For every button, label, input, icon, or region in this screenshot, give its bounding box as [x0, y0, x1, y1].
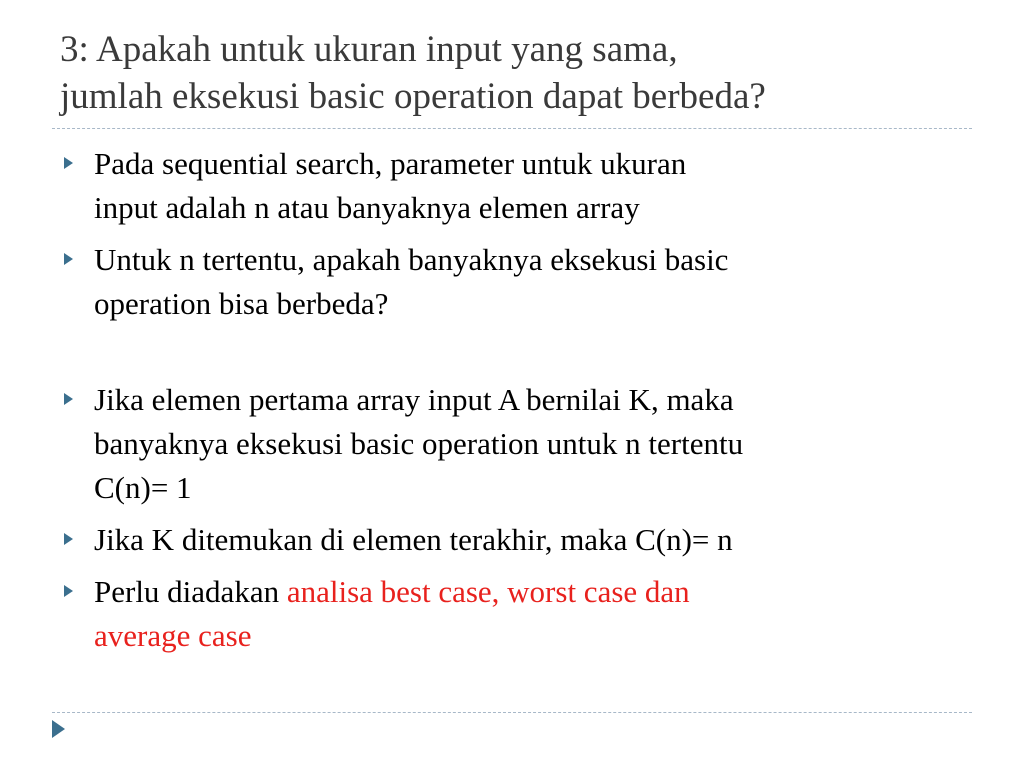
bullet-2-line-1: Untuk n tertentu, apakah banyaknya eksekusi basic: [94, 242, 729, 277]
bullet-3-line-2: banyaknya eksekusi basic operation untuk n tertentu: [94, 426, 744, 461]
triangle-right-icon: [64, 157, 73, 169]
triangle-right-icon: [64, 533, 73, 545]
bullet-5-line-1: [94, 570, 980, 614]
bullet-item-2: [60, 238, 980, 326]
title-line-1: 3: Apakah untuk ukuran input yang sama,: [60, 29, 678, 70]
bullet-4-line-1: Jika K ditemukan di elemen terakhir, maka C(n)= n: [94, 522, 733, 557]
play-triangle-icon[interactable]: [52, 720, 65, 738]
bullet-5-highlight-1: analisa best case, worst case dan: [286, 574, 690, 609]
title-divider: [52, 128, 972, 129]
title-line-2: jumlah eksekusi basic operation dapat berbeda?: [60, 76, 766, 117]
bullet-5-highlight-2: average case: [94, 618, 252, 653]
bullet-item-3: [60, 378, 980, 510]
bullet-item-1: [60, 142, 980, 230]
bullet-list: [60, 142, 980, 658]
bullet-5-prefix: Perlu diadakan: [94, 574, 287, 609]
bullet-item-4: [60, 518, 980, 562]
triangle-right-icon: [64, 393, 73, 405]
bullet-1-line-2: input adalah n atau banyaknya elemen array: [94, 190, 640, 225]
triangle-right-icon: [64, 585, 73, 597]
triangle-right-icon: [64, 253, 73, 265]
bullet-3-line-1: Jika elemen pertama array input A bernilai K, maka: [94, 382, 734, 417]
bullet-item-5: [60, 570, 980, 658]
footer-divider: [52, 712, 972, 713]
bullet-1-line-1: Pada sequential search, parameter untuk ukuran: [94, 146, 687, 181]
bullet-3-line-3: C(n)= 1: [94, 470, 192, 505]
bullet-2-line-2: operation bisa berbeda?: [94, 286, 389, 321]
slide-title: [60, 26, 980, 120]
